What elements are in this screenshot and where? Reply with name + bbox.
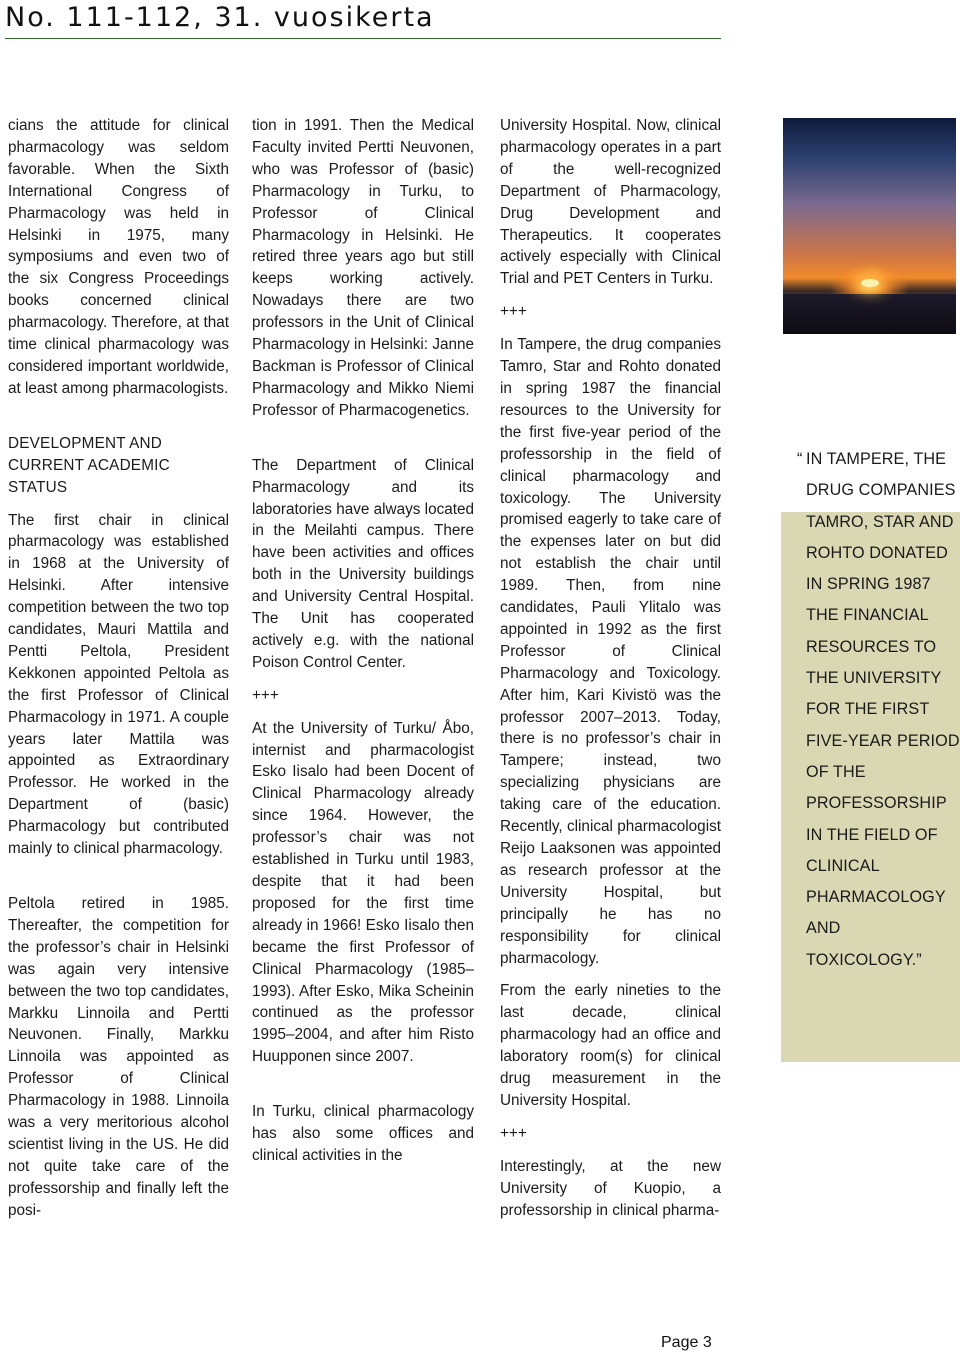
paragraph: In Turku, clinical pharmacology has also some offices and clinical activities in the <box>252 1103 474 1164</box>
sunset-photo <box>783 118 956 334</box>
spacer <box>252 433 474 455</box>
paragraph: cians the attitude for clinical pharmacology was seldom favorable. When the Sixth International Congress of Pharmacology was held in Helsinki in 1975, many symposiums and even two of the six Congress Proceedings books concerned clinical pharmacology. Therefore, at that time clinical pharmacology was considered important worldwide, at least among pharmacologists. <box>8 117 229 397</box>
paragraph: Peltola retired in 1985. Thereafter, the competition for the professor’s chair in Helsinki was again very intensive between the two top candidates, Markku Linnoila and Pertti Neuvonen. Finally, Markku Linnoila was appointed as Professor of Clinical Pharmacology in 1988. Linnoila was a very meritorious alcohol scientist living in the US. He did not quite take care of the professorship and finally left the posi- <box>8 895 229 1219</box>
spacer <box>8 411 229 433</box>
paragraph: At the University of Turku/ Åbo, internist and pharmacologist Esko Iisalo had been Docent of Clinical Pharmacology already since 1964. However, the professor’s chair was not established in Turku until 1983, despite that it had been proposed for the first time already in 1966! Esko Iisalo then became the first Professor of Clinical Pharmacology (1985–1993). After Esko, Mika Scheinin continued as the professor 1995–2004, and after him Risto Huupponen since 2007. <box>252 719 474 1066</box>
pull-quote <box>797 444 960 976</box>
header-divider <box>5 38 721 39</box>
article-column-3 <box>500 115 721 1233</box>
quote-open-mark: “ <box>797 450 803 468</box>
page-number: Page 3 <box>661 1334 712 1351</box>
section-separator: +++ <box>252 686 279 704</box>
spacer <box>252 1079 474 1101</box>
article-column-1 <box>8 115 229 1233</box>
section-heading: DEVELOPMENT AND CURRENT ACADEMIC STATUS <box>8 434 170 496</box>
paragraph: The first chair in clinical pharmacology was established in 1968 at the University of Helsinki. After intensive competition between the two top candidates, Mauri Mattila and Pentti Peltola, President Kekkonen appointed Peltola as the first Professor of Clinical Pharmacology in 1971. A couple years later Mattila was appointed as Extraordinary Professor. He worked in the Department of (basic) Pharmacology but contributed mainly to clinical pharmacology. <box>8 511 229 858</box>
paragraph: From the early nineties to the last decade, clinical pharmacology had an office and laboratory room(s) for clinical drug measurement in the University Hospital. <box>500 982 721 1109</box>
article-column-2 <box>252 115 474 1178</box>
section-separator: +++ <box>500 1124 527 1142</box>
paragraph: The Department of Clinical Pharmacology and its laboratories have always located in the Meilahti campus. There have been activities and offices both in the University buildings and University Central Hospital. The Unit has cooperated actively e.g. with the national Poison Control Center. <box>252 456 474 671</box>
photo-sun <box>861 279 879 287</box>
paragraph: tion in 1991. Then the Medical Faculty invited Pertti Neuvonen, who was Professor of (basic) Pharmacology in Turku, to Professor of Clinical Pharmacology in Helsinki. He retired three years ago but still keeps working actively. Nowadays there are two professors in the Unit of Clinical Pharmacology in Helsinki: Janne Backman is Professor of Clinical Pharmacology and Mikko Niemi Professor of Pharmacogenetics. <box>252 117 474 419</box>
paragraph: University Hospital. Now, clinical pharmacology operates in a part of the well-recognized Department of Pharmacology, Drug Development and Therapeutics. It cooperates actively especially with Clinical Trial and PET Centers in Turku. <box>500 117 721 288</box>
spacer <box>8 871 229 893</box>
photo-landscape <box>783 294 956 334</box>
paragraph: Interestingly, at the new University of Kuopio, a professorship in clinical pharma- <box>500 1157 721 1219</box>
section-separator: +++ <box>500 303 527 321</box>
publication-issue-title: No. 111-112, 31. vuosikerta <box>5 2 435 33</box>
pull-quote-text: IN TAMPERE, THE DRUG COMPANIES TAMRO, STAR AND ROHTO DONATED IN SPRING 1987 THE FINANCIAL RESOURCES TO THE UNIVERSITY FOR THE FIRST FIVE-YEAR PERIOD OF THE PROFESSORSHIP IN THE FIELD OF CLINICAL PHARMACOLOGY AND TOXICOLOGY.” <box>806 450 960 969</box>
paragraph: In Tampere, the drug companies Tamro, Star and Rohto donated in spring 1987 the financial resources to the University for the first five-year period of the professorship in the field of clinical pharmacology and toxicology. The University promised eagerly to take care of the expenses later on but did not establish the chair until 1989. Then, from nine candidates, Pauli Ylitalo was appointed in 1992 as the first Professor of Clinical Pharmacology and Toxicology. After him, Kari Kivistö was the professor 2007–2013. Today, there is no professor’s chair in Tampere; instead, two specializing physicians are taking care of the education. Recently, clinical pharmacologist Reijo Laaksonen was appointed as research professor at the University Hospital, but principally he has no responsibility for clinical pharmacology. <box>500 336 721 967</box>
